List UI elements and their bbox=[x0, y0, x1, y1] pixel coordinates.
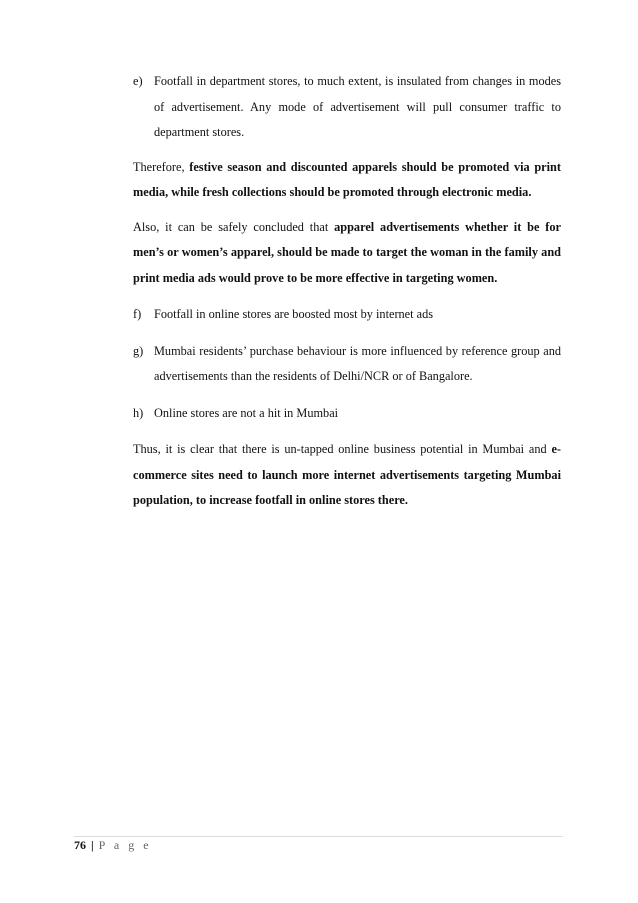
list-marker: f) bbox=[133, 307, 142, 321]
list-item-f bbox=[133, 302, 561, 328]
list-item-h bbox=[133, 401, 561, 427]
page-label: P a g e bbox=[98, 838, 152, 852]
page-number: 76 bbox=[74, 838, 86, 852]
paragraph-bold-text: apparel advertisements whether it be for men’s or women’s apparel, should be made to target the woman in the family and print media ads would prove to be more effective in targeting women. bbox=[133, 219, 561, 285]
page-content bbox=[133, 69, 561, 514]
list-item-text: Online stores are not a hit in Mumbai bbox=[154, 405, 339, 420]
list-marker: h) bbox=[133, 405, 144, 420]
paragraph-thus bbox=[133, 437, 561, 514]
footer-divider bbox=[74, 836, 563, 837]
paragraph-lead-text: Thus, it is clear that there is un-tapped online business potential in Mumbai and bbox=[133, 442, 552, 456]
list-item-text: Mumbai residents’ purchase behaviour is more influenced by reference group and advertisements than the residents of Delhi/NCR or of Bangalore. bbox=[154, 343, 561, 383]
list-marker: e) bbox=[133, 74, 143, 88]
list-item-text: Footfall in department stores, to much extent, is insulated from changes in modes of advertisement. Any mode of advertisement will pull consumer traffic to department stores. bbox=[154, 74, 561, 139]
paragraph-lead-text: Therefore, bbox=[133, 159, 190, 174]
list-item-g bbox=[133, 339, 561, 390]
list-item-e bbox=[133, 69, 561, 146]
paragraph-therefore bbox=[133, 155, 561, 206]
page-footer bbox=[74, 838, 152, 853]
footer-separator: | bbox=[91, 838, 94, 852]
paragraph-also bbox=[133, 215, 561, 292]
list-marker: g) bbox=[133, 343, 144, 358]
paragraph-bold-text: festive season and discounted apparels should be promoted via print media, while fresh collections should be promoted through electronic media. bbox=[133, 159, 561, 199]
paragraph-lead-text: Also, it can be safely concluded that bbox=[133, 219, 335, 234]
paragraph-bold-text: e-commerce sites need to launch more internet advertisements targeting Mumbai population, to increase footfall in online stores there. bbox=[133, 442, 561, 507]
list-item-text: Footfall in online stores are boosted most by internet ads bbox=[154, 307, 434, 321]
